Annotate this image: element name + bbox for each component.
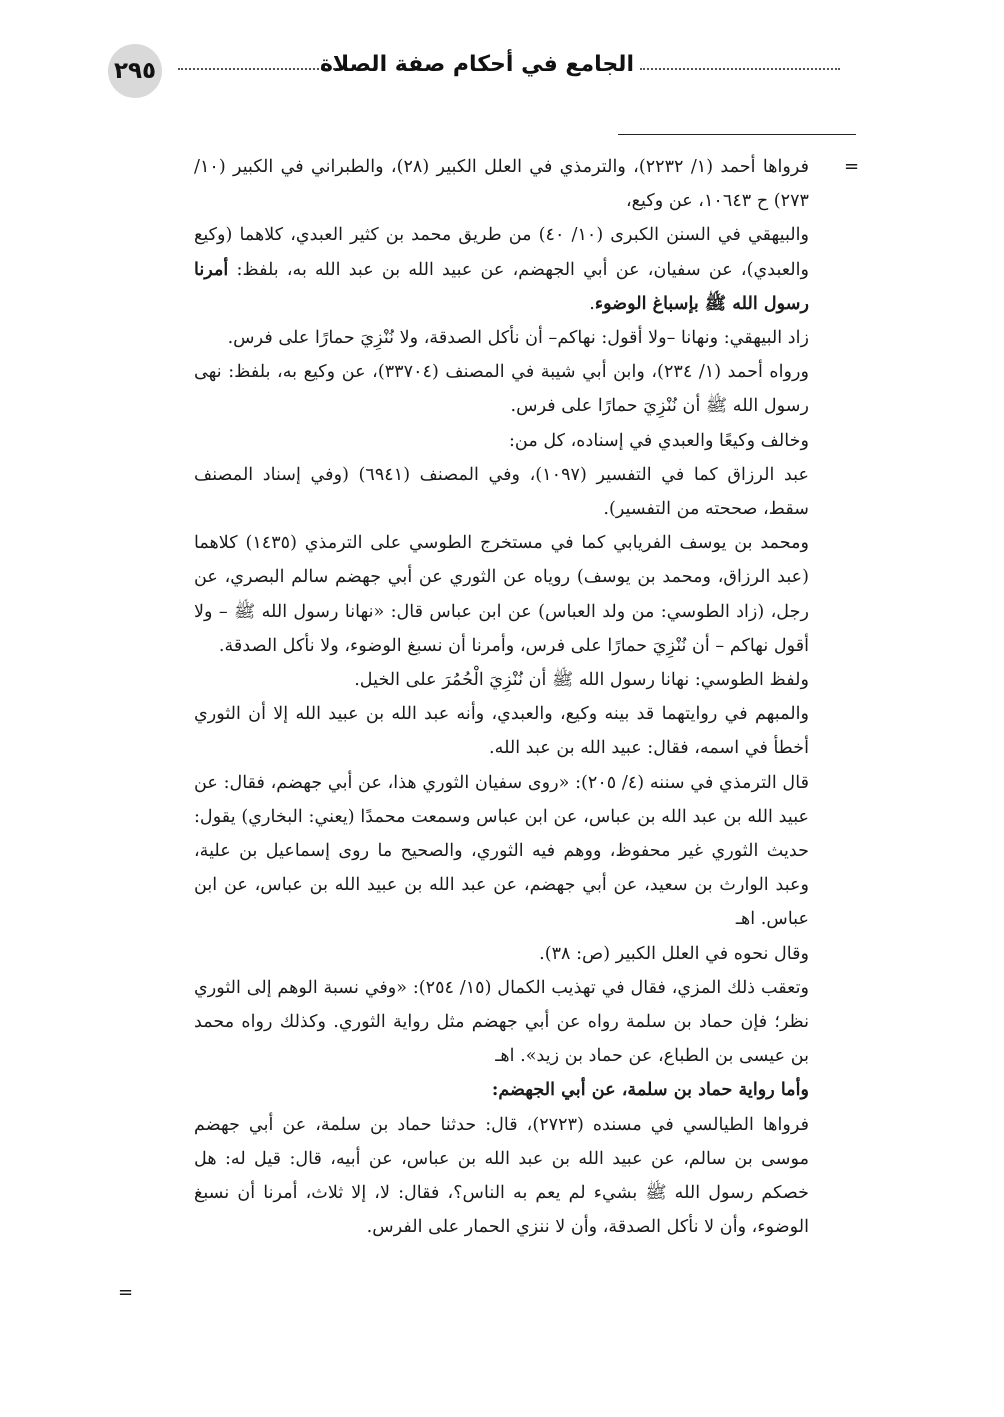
paragraph: والمبهم في روايتهما قد بينه وكيع، والعبدي، وأنه عبد الله بن عبيد الله إلا أن الثوري أخطأ في اسمه، فقال: عبيد الله بن عبد الله.: [194, 704, 809, 759]
continuation-mark-bottom: =: [118, 1282, 134, 1303]
paragraph: فرواها أحمد (١/ ٢٢٣٢)، والترمذي في العلل الكبير (٢٨)، والطبراني في الكبير (١٠/ ٢٧٣) ح ١٠٦٤٣، عن وكيع،: [194, 157, 809, 212]
paragraph: وخالف وكيعًا والعبدي في إسناده، كل من:: [509, 430, 809, 451]
paragraph: فرواها الطيالسي في مسنده (٢٧٢٣)، قال: حدثنا حماد بن سلمة، عن أبي جهضم موسى بن سالم، عن عبيد الله بن عبد الله بن عباس، عن أبيه، قال: قيل له: هل خصكم رسول الله ﷺ بشيء لم يعم به الناس؟، فقال: لا، إلا ثلاث، أمرنا أن نسبغ الوضوء، وأن لا نأكل الصدقة، وأن لا ننزي الحمار على الفرس.: [194, 1114, 809, 1238]
footnote-separator-rule: [618, 134, 856, 135]
dotted-leader-left: [178, 68, 338, 70]
bold-quote: أمرنا رسول الله ﷺ بإسباغ الوضوء: [194, 258, 809, 314]
paragraph: قال الترمذي في سننه (٤/ ٢٠٥): «روى سفيان الثوري هذا، عن أبي جهضم، فقال: عن عبيد الله بن عبد الله بن عباس، عن ابن عباس وسمعت محمدًا (يعني: البخاري) يقول: حديث الثوري غير محفوظ، ووهم فيه الثوري، والصحيح ما روى إسماعيل بن علية، وعبد الوارث بن سعيد، عن أبي جهضم، عن عبد الله بن عبيد الله بن عباس، عن ابن عباس. اهـ: [194, 772, 809, 930]
page-number: ٢٩٥: [113, 58, 157, 84]
paragraph: وقال نحوه في العلل الكبير (ص: ٣٨).: [539, 943, 809, 964]
footnote-body: [194, 150, 809, 1245]
paragraph: زاد البيهقي: ونهانا –ولا أقول: نهاكم– أن نأكل الصدقة، ولا نُنْزِيَ حمارًا على فرس.: [227, 328, 809, 349]
paragraph: وتعقب ذلك المزي، فقال في تهذيب الكمال (١٥/ ٢٥٤): «وفي نسبة الوهم إلى الثوري نظر؛ فإن حماد بن سلمة رواه عن أبي جهضم مثل رواية الثوري. وكذلك رواه محمد بن عيسى بن الطباع، عن حماد بن زيد». اهـ: [194, 977, 810, 1067]
paragraph-text: والبيهقي في السنن الكبرى (١٠/ ٤٠) من طريق محمد بن كثير العبدي، كلاهما (وكيع والعبدي)، عن سفيان، عن أبي الجهضم، عن عبيد الله بن عبد الله به، بلفظ:: [194, 225, 809, 280]
paragraph: ومحمد بن يوسف الفريابي كما في مستخرج الطوسي على الترمذي (١٤٣٥) كلاهما (عبد الرزاق، ومحمد بن يوسف) روياه عن الثوري عن أبي جهضم سالم البصري، عن رجل، (زاد الطوسي: من ولد العباس) عن ابن عباس قال: «نهانا رسول الله ﷺ – ولا أقول نهاكم – أن نُنْزِيَ حمارًا على فرس، وأمرنا أن نسبغ الوضوء، ولا نأكل الصدقة.: [194, 533, 809, 656]
running-title: الجامع في أحكام صفة الصلاة: [319, 52, 634, 77]
section-subheading: [194, 1073, 809, 1107]
continuation-mark-top: =: [844, 156, 860, 177]
paragraph: عبد الرزاق كما في التفسير (١٠٩٧)، وفي المصنف (٦٩٤١) (وفي إسناد المصنف سقط، صححته من التفسير).: [194, 464, 809, 520]
dotted-leader-right: [640, 68, 840, 70]
paragraph: ولفظ الطوسي: نهانا رسول الله ﷺ أن نُنْزِيَ الْحُمُرَ على الخيل.: [354, 670, 809, 691]
page-number-badge: [108, 44, 162, 98]
subheading-text: وأما رواية حماد بن سلمة، عن أبي الجهضم:: [491, 1079, 809, 1101]
period: .: [589, 293, 595, 314]
paragraph: [194, 218, 809, 321]
paragraph: ورواه أحمد (١/ ٢٣٤)، وابن أبي شيبة في المصنف (٣٣٧٠٤)، عن وكيع به، بلفظ: نهى رسول الله ﷺ أن نُنْزِيَ حمارًا على فرس.: [194, 362, 809, 417]
